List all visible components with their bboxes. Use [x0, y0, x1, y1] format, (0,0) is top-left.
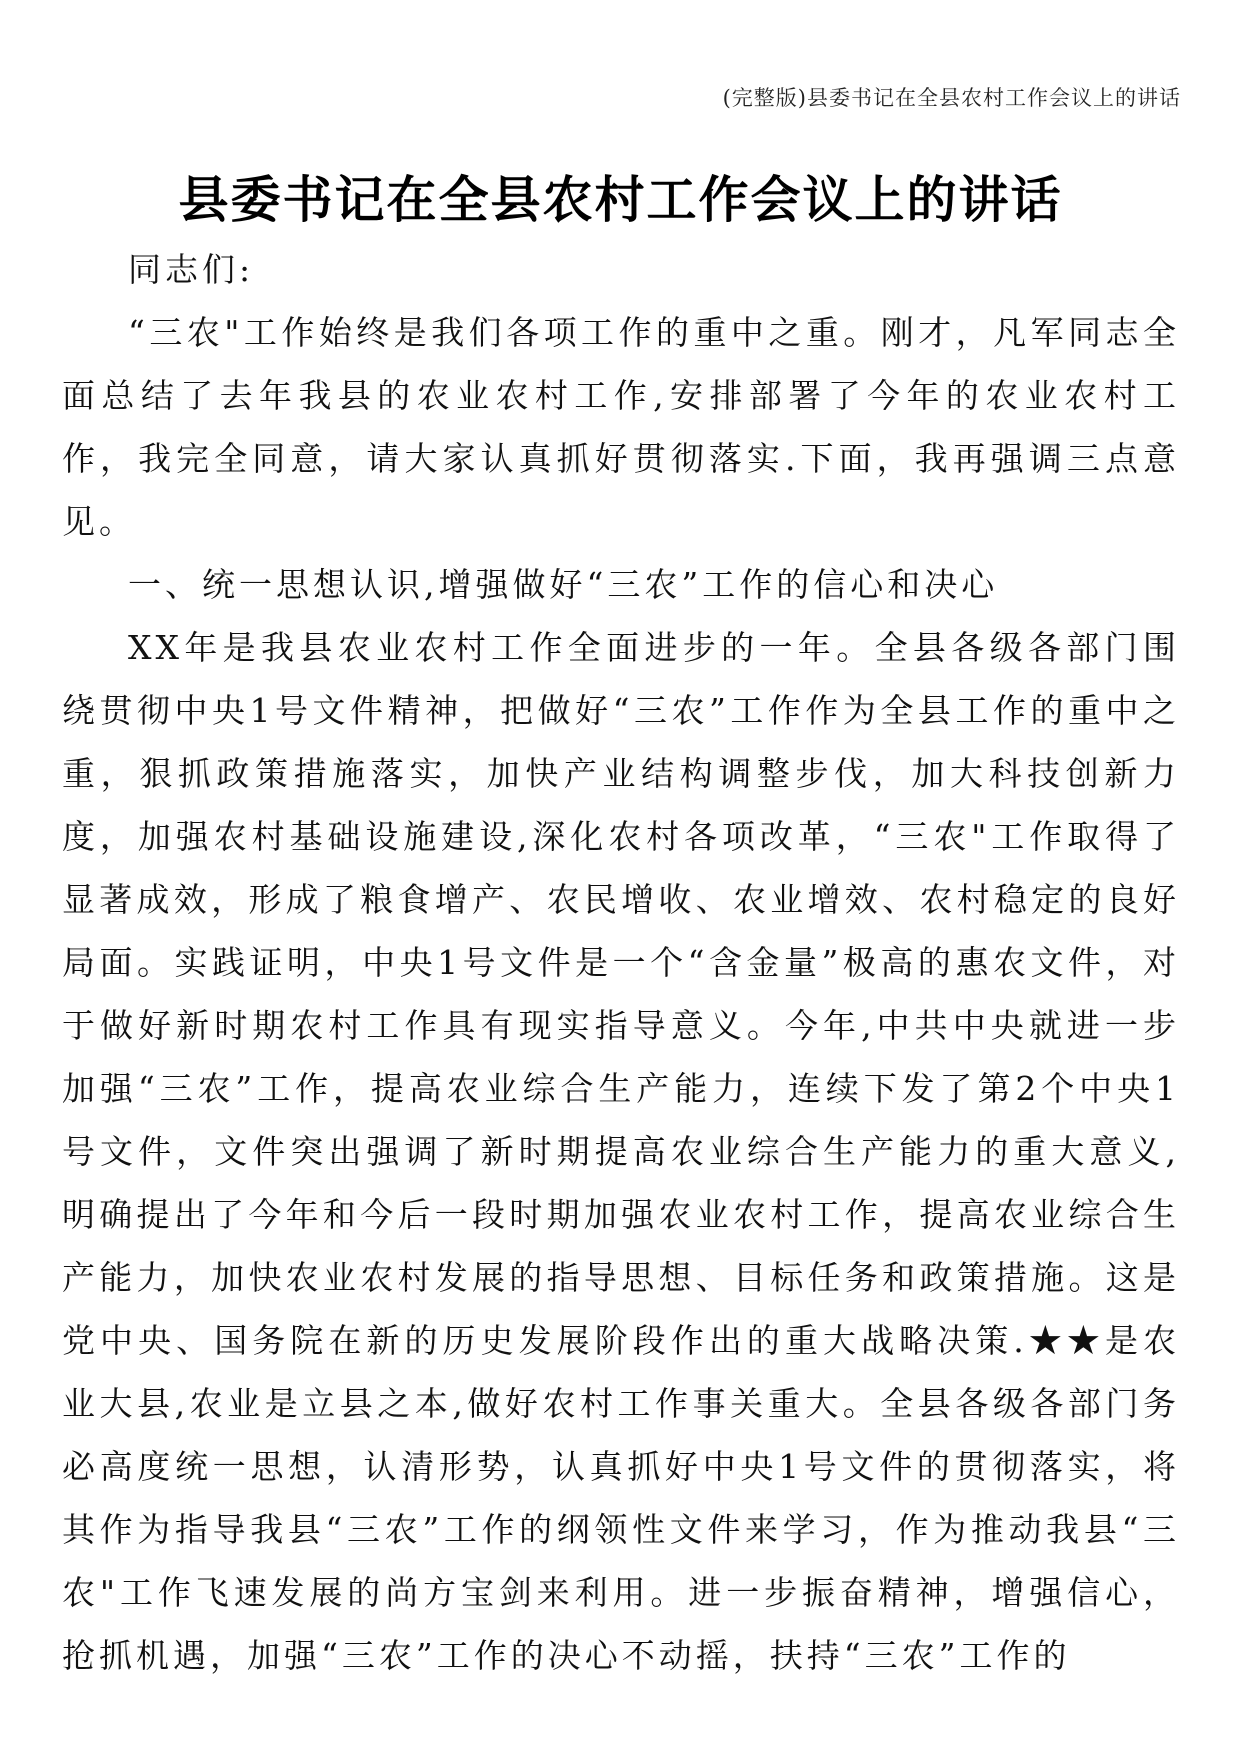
document-title: 县委书记在全县农村工作会议上的讲话: [178, 171, 1063, 229]
section-heading-1: 一、统一思想认识,增强做好“三农”工作的信心和决心: [128, 565, 999, 604]
paragraph-intro: “三农"工作始终是我们各项工作的重中之重。刚才，凡军同志全面总结了去年我县的农业农村工作,安排部署了今年的农业农村工作，我完全同意，请大家认真抓好贯彻落实.下面，我再强调三点意见。: [62, 313, 1180, 541]
document-body: [62, 238, 1180, 1687]
running-header: (完整版)县委书记在全县农村工作会议上的讲话: [722, 86, 1181, 110]
paragraph-section-1: XX年是我县农业农村工作全面进步的一年。全县各级各部门围绕贯彻中央1号文件精神，把做好“三农”工作作为全县工作的重中之重，狠抓政策措施落实，加快产业结构调整步伐，加大科技创新力度，加强农村基础设施建设,深化农村各项改革，“三农"工作取得了显著成效，形成了粮食增产、农民增收、农业增效、农村稳定的良好局面。实践证明，中央1号文件是一个“含金量”极高的惠农文件，对于做好新时期农村工作具有现实指导意义。今年,中共中央就进一步加强“三农”工作，提高农业综合生产能力，连续下发了第2个中央1号文件，文件突出强调了新时期提高农业综合生产能力的重大意义,明确提出了今年和今后一段时期加强农业农村工作，提高农业综合生产能力，加快农业农村发展的指导思想、目标任务和政策措施。这是党中央、国务院在新的历史发展阶段作出的重大战略决策.★★是农业大县,农业是立县之本,做好农村工作事关重大。全县各级各部门务必高度统一思想，认清形势，认真抓好中央1号文件的贯彻落实，将其作为指导我县“三农”工作的纲领性文件来学习，作为推动我县“三农"工作飞速发展的尚方宝剑来利用。进一步振奋精神，增强信心，抢抓机遇，加强“三农”工作的决心不动摇，扶持“三农”工作的: [62, 628, 1180, 1675]
salutation: 同志们:: [128, 250, 255, 289]
